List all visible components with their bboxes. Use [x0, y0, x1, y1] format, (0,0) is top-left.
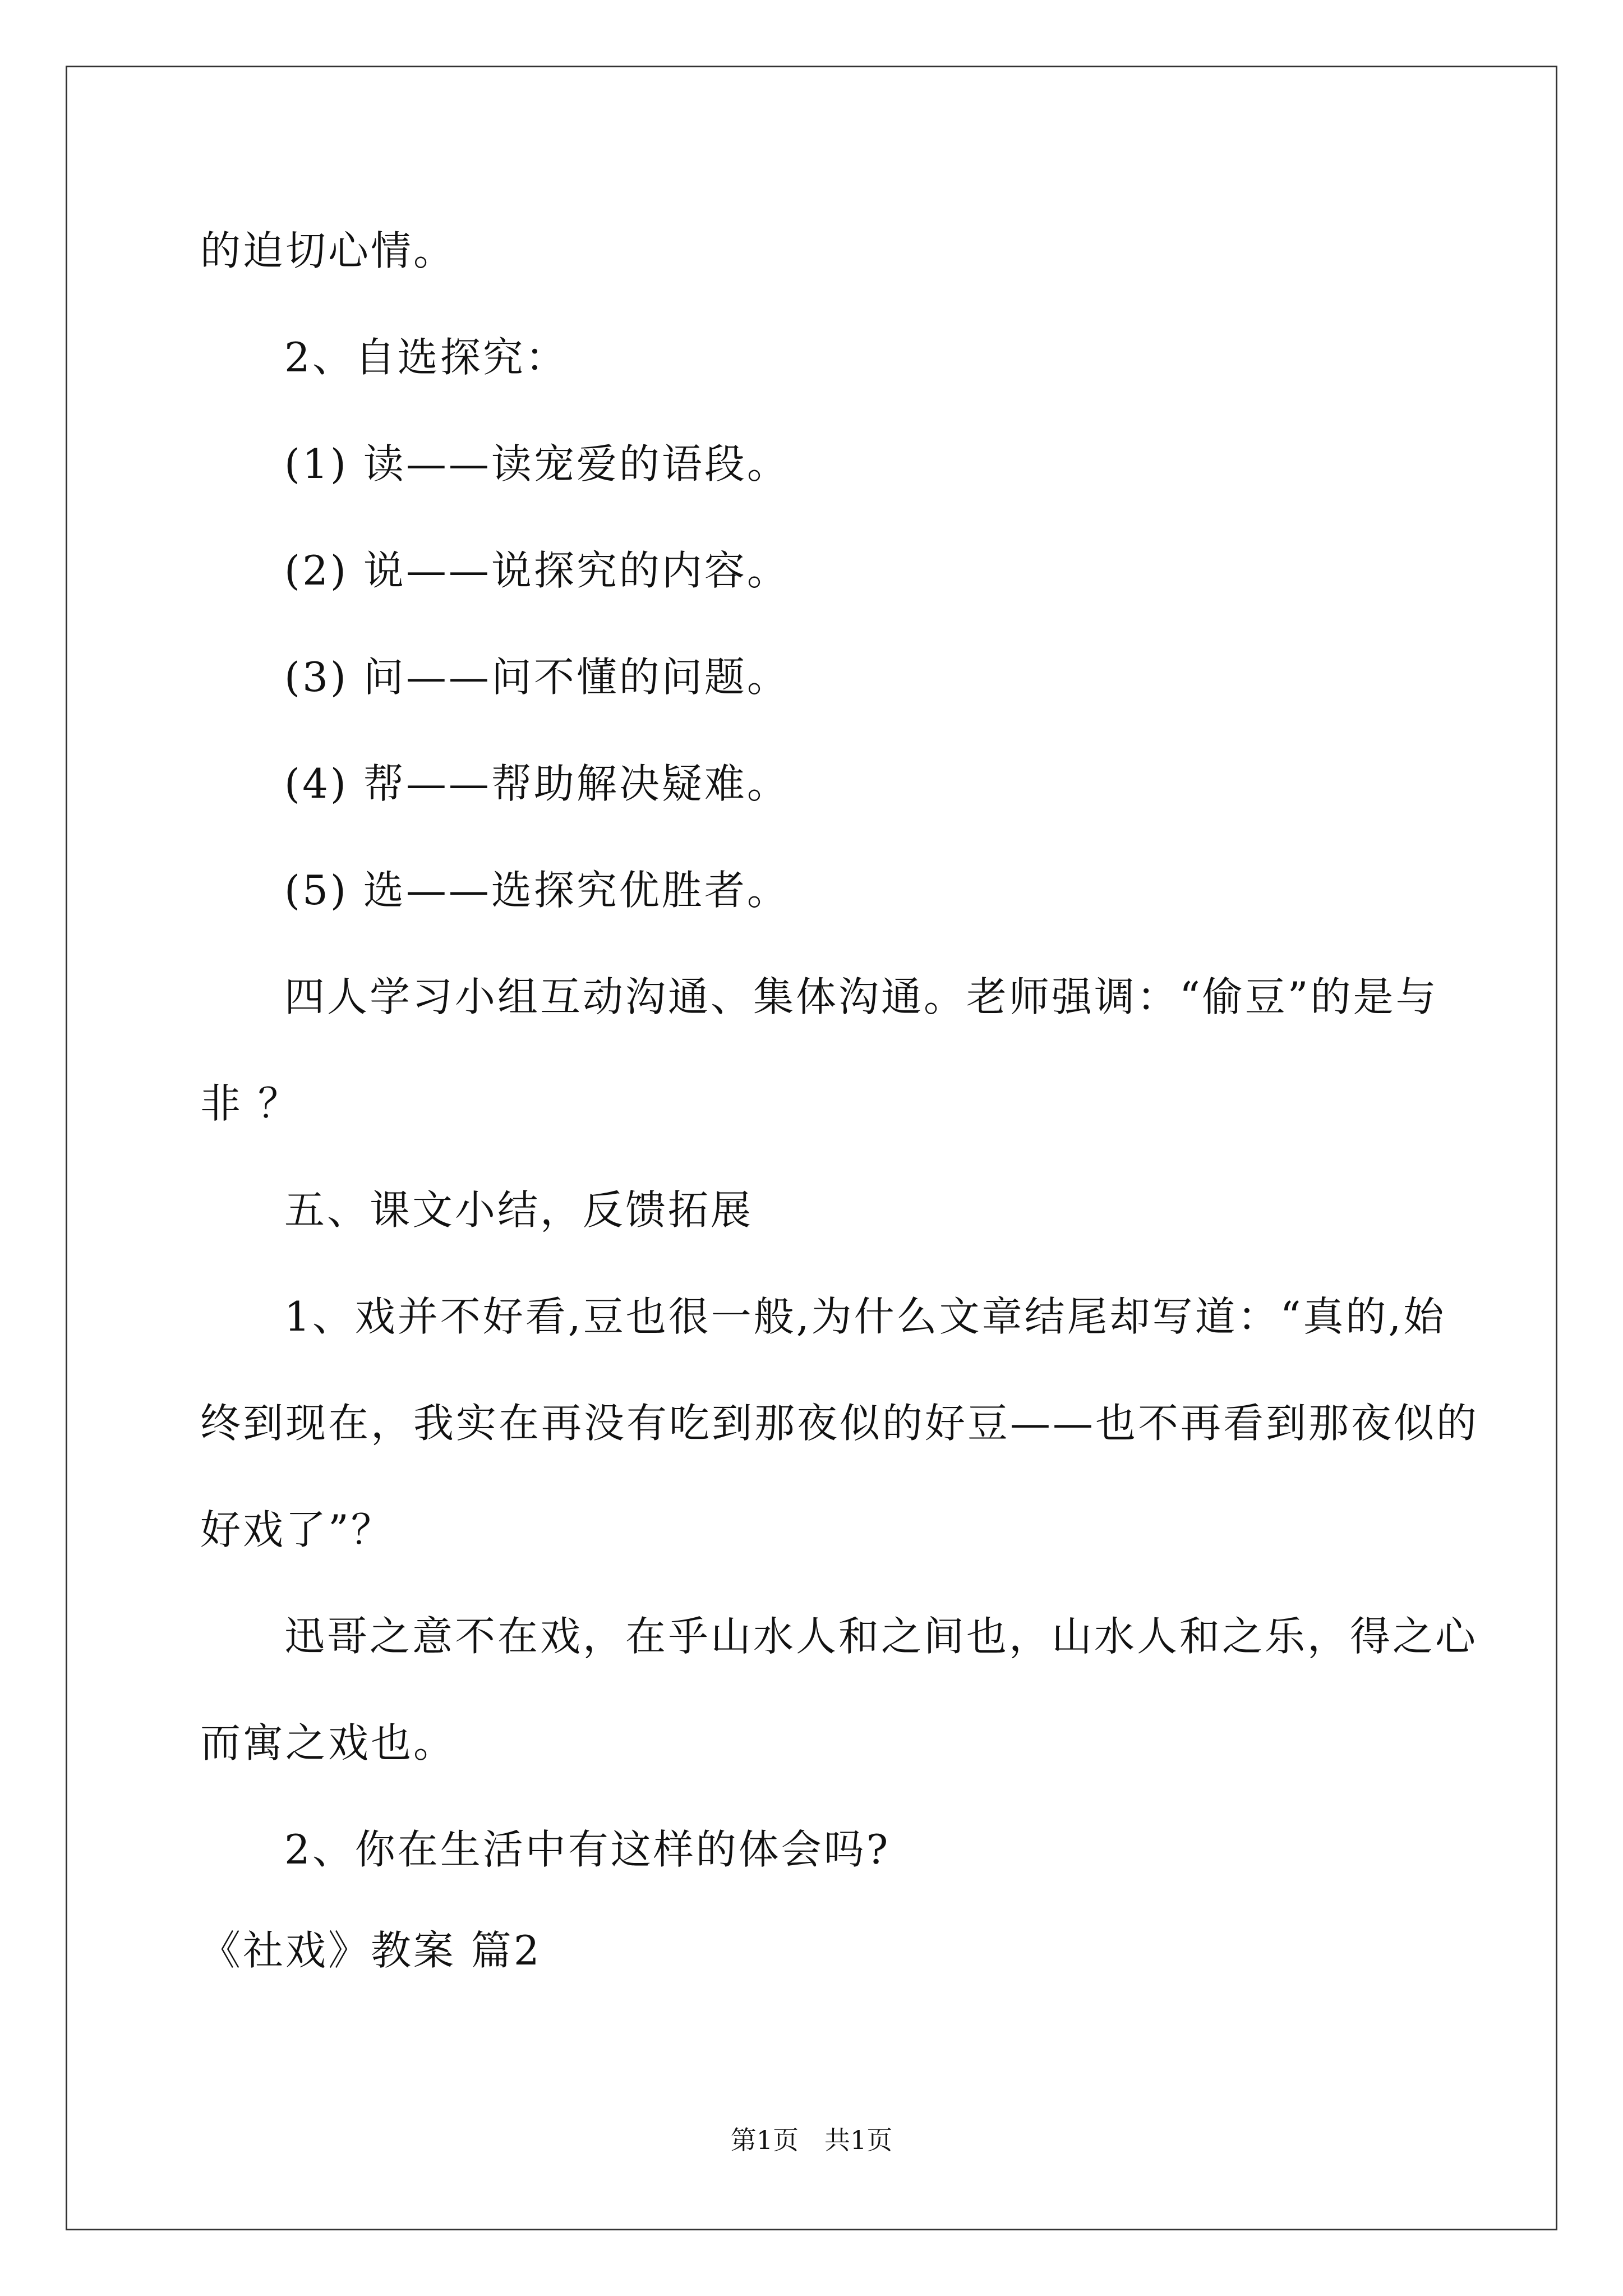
text-line-11: 1、戏并不好看,豆也很一般,为什么文章结尾却写道：“真的,始 — [284, 1293, 1446, 1340]
page-border — [66, 66, 1557, 2230]
text-line-7: (5) 选——选探究优胜者。 — [284, 867, 790, 914]
section-heading: 五、课文小结，反馈拓展 — [284, 1186, 754, 1234]
article-title: 《社戏》教案 篇2 — [200, 1927, 542, 1974]
page-footer: 第1页 共1页 — [730, 2125, 893, 2155]
text-line-6: (4) 帮——帮助解决疑难。 — [284, 760, 790, 807]
text-line-5: (3) 问——问不懂的问题。 — [284, 654, 790, 701]
text-line-3: (1) 读——读宠爱的语段。 — [284, 440, 790, 487]
text-line-15: 而寓之戏也。 — [200, 1719, 457, 1766]
text-line-4: (2) 说——说探究的内容。 — [284, 547, 790, 594]
text-line-1: 的迫切心情。 — [200, 227, 457, 274]
text-line-12: 终到现在，我实在再没有吃到那夜似的好豆——也不再看到那夜似的 — [200, 1400, 1479, 1447]
text-line-9: 非 ？ — [200, 1080, 301, 1127]
text-line-2: 2、自选探究： — [284, 334, 568, 381]
text-line-16: 2、你在生活中有这样的体会吗? — [284, 1826, 891, 1873]
text-line-8: 四人学习小组互动沟通、集体沟通。老师强调：“偷豆”的是与 — [284, 973, 1438, 1020]
text-line-14: 迅哥之意不在戏，在乎山水人和之间也，山水人和之乐，得之心 — [284, 1613, 1478, 1660]
text-line-13: 好戏了”？ — [200, 1506, 394, 1553]
